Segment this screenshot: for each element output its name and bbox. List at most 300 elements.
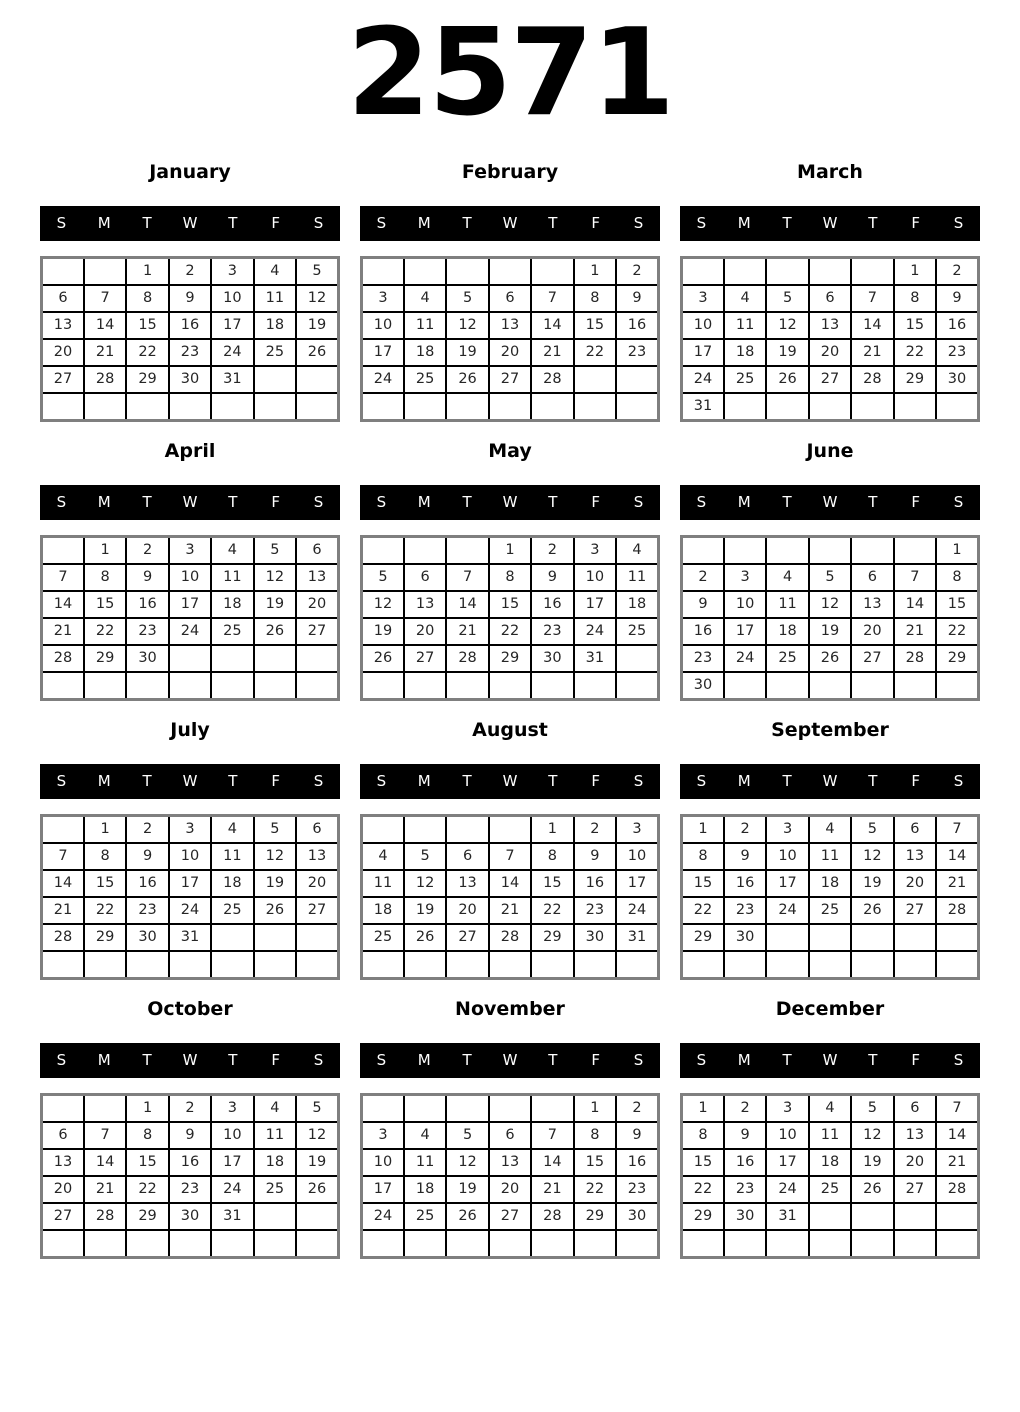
week-row [682, 536, 979, 564]
weekday-header-bar [680, 764, 980, 799]
week-row [682, 924, 979, 951]
day-cell: 14 [42, 870, 84, 897]
day-cell: 15 [126, 1149, 168, 1176]
empty-day-cell [936, 1203, 978, 1230]
weekday-label: S [633, 214, 644, 233]
month-title: November [455, 997, 565, 1020]
week-row [682, 1122, 979, 1149]
day-cell: 28 [84, 1203, 126, 1230]
day-cell: 21 [936, 1149, 978, 1176]
day-cell: 4 [404, 1122, 446, 1149]
empty-day-cell [531, 1094, 573, 1122]
week-row [682, 564, 979, 591]
day-cell: 10 [616, 843, 658, 870]
weekday-header-bar [680, 485, 980, 520]
day-cell: 17 [362, 339, 404, 366]
day-cell: 10 [766, 1122, 808, 1149]
day-cell: 22 [574, 1176, 616, 1203]
day-cell: 9 [531, 564, 573, 591]
month-day-grid [680, 1093, 980, 1259]
day-cell: 11 [211, 564, 253, 591]
empty-day-cell [489, 951, 531, 979]
empty-day-cell [894, 536, 936, 564]
empty-day-cell [362, 393, 404, 421]
day-cell: 22 [894, 339, 936, 366]
day-cell: 15 [574, 312, 616, 339]
week-row [362, 366, 659, 393]
weekday-label: T [462, 772, 472, 791]
empty-day-cell [894, 1203, 936, 1230]
day-cell: 22 [84, 897, 126, 924]
day-cell: 17 [211, 312, 253, 339]
weekday-label: T [142, 772, 152, 791]
day-cell: 11 [404, 1149, 446, 1176]
day-cell: 8 [574, 285, 616, 312]
week-row [362, 645, 659, 672]
empty-day-cell [766, 924, 808, 951]
empty-day-cell [296, 951, 338, 979]
day-cell: 20 [404, 618, 446, 645]
weekday-label: T [228, 772, 238, 791]
day-cell: 19 [254, 591, 296, 618]
empty-day-cell [42, 1094, 84, 1122]
empty-day-cell [446, 257, 488, 285]
day-cell: 15 [682, 1149, 724, 1176]
empty-day-cell [211, 393, 253, 421]
empty-day-cell [851, 257, 893, 285]
weekday-label: S [696, 1051, 707, 1070]
empty-day-cell [724, 672, 766, 700]
day-cell: 2 [616, 1094, 658, 1122]
day-cell: 21 [42, 897, 84, 924]
empty-day-cell [296, 1203, 338, 1230]
day-cell: 6 [446, 843, 488, 870]
weekday-label: W [822, 214, 838, 233]
day-cell: 1 [682, 1094, 724, 1122]
day-cell: 27 [894, 897, 936, 924]
empty-day-cell [211, 1230, 253, 1258]
day-cell: 2 [169, 1094, 211, 1122]
empty-day-cell [809, 951, 851, 979]
day-cell: 5 [254, 815, 296, 843]
day-cell: 16 [682, 618, 724, 645]
weekday-label: T [462, 214, 472, 233]
weekday-header-bar [360, 1043, 660, 1078]
weekday-label: T [142, 214, 152, 233]
weekday-header-bar [360, 764, 660, 799]
month-title: May [488, 439, 532, 462]
weekday-label: S [953, 214, 964, 233]
empty-day-cell [894, 393, 936, 421]
empty-day-cell [936, 393, 978, 421]
day-cell: 17 [211, 1149, 253, 1176]
day-cell: 12 [254, 564, 296, 591]
day-cell: 23 [724, 897, 766, 924]
empty-day-cell [296, 672, 338, 700]
day-cell: 9 [616, 285, 658, 312]
day-cell: 30 [531, 645, 573, 672]
month-title: June [806, 439, 854, 462]
day-cell: 21 [851, 339, 893, 366]
day-cell: 13 [296, 843, 338, 870]
weekday-label: M [417, 493, 431, 512]
day-cell: 7 [446, 564, 488, 591]
empty-day-cell [616, 951, 658, 979]
day-cell: 25 [724, 366, 766, 393]
week-row [42, 285, 339, 312]
empty-day-cell [682, 257, 724, 285]
day-cell: 25 [362, 924, 404, 951]
empty-day-cell [211, 672, 253, 700]
day-cell: 5 [446, 1122, 488, 1149]
weekday-label: M [737, 493, 751, 512]
week-row [42, 339, 339, 366]
day-cell: 27 [296, 897, 338, 924]
empty-day-cell [724, 536, 766, 564]
weekday-label: F [271, 1051, 281, 1070]
empty-day-cell [894, 924, 936, 951]
day-cell: 13 [42, 1149, 84, 1176]
day-cell: 12 [296, 285, 338, 312]
day-cell: 10 [362, 1149, 404, 1176]
day-cell: 28 [531, 1203, 573, 1230]
day-cell: 14 [531, 312, 573, 339]
day-cell: 27 [809, 366, 851, 393]
day-cell: 19 [851, 1149, 893, 1176]
day-cell: 8 [682, 1122, 724, 1149]
weekday-label: W [182, 214, 198, 233]
day-cell: 27 [42, 366, 84, 393]
day-cell: 23 [126, 897, 168, 924]
day-cell: 24 [724, 645, 766, 672]
month-day-grid [40, 814, 340, 980]
day-cell: 16 [616, 312, 658, 339]
weekday-label: T [868, 214, 878, 233]
day-cell: 16 [616, 1149, 658, 1176]
empty-day-cell [362, 951, 404, 979]
empty-day-cell [766, 536, 808, 564]
day-cell: 30 [682, 672, 724, 700]
day-cell: 15 [126, 312, 168, 339]
week-row [682, 672, 979, 700]
month-title: September [771, 718, 889, 741]
month-december [680, 997, 980, 1259]
day-cell: 26 [296, 339, 338, 366]
day-cell: 17 [362, 1176, 404, 1203]
empty-day-cell [42, 1230, 84, 1258]
empty-day-cell [809, 672, 851, 700]
day-cell: 10 [211, 1122, 253, 1149]
empty-day-cell [936, 924, 978, 951]
empty-day-cell [42, 951, 84, 979]
day-cell: 8 [126, 285, 168, 312]
day-cell: 23 [724, 1176, 766, 1203]
day-cell: 28 [84, 366, 126, 393]
day-cell: 24 [766, 897, 808, 924]
day-cell: 23 [616, 1176, 658, 1203]
day-cell: 9 [126, 564, 168, 591]
day-cell: 13 [489, 312, 531, 339]
day-cell: 30 [169, 1203, 211, 1230]
weekday-label: M [97, 772, 111, 791]
empty-day-cell [296, 366, 338, 393]
weekday-label: F [911, 493, 921, 512]
week-row [362, 285, 659, 312]
day-cell: 3 [574, 536, 616, 564]
weekday-header-bar [40, 206, 340, 241]
empty-day-cell [936, 951, 978, 979]
empty-day-cell [809, 393, 851, 421]
day-cell: 31 [574, 645, 616, 672]
day-cell: 17 [766, 870, 808, 897]
weekday-label: S [56, 493, 67, 512]
weekday-label: T [548, 493, 558, 512]
weekday-label: S [313, 493, 324, 512]
weekday-label: S [56, 1051, 67, 1070]
empty-day-cell [766, 1230, 808, 1258]
day-cell: 7 [936, 815, 978, 843]
day-cell: 22 [84, 618, 126, 645]
day-cell: 8 [489, 564, 531, 591]
empty-day-cell [489, 815, 531, 843]
month-november [360, 997, 660, 1259]
empty-day-cell [766, 951, 808, 979]
day-cell: 25 [809, 897, 851, 924]
day-cell: 11 [404, 312, 446, 339]
day-cell: 21 [531, 339, 573, 366]
day-cell: 2 [126, 815, 168, 843]
weekday-label: S [56, 214, 67, 233]
day-cell: 1 [531, 815, 573, 843]
day-cell: 12 [404, 870, 446, 897]
week-row [362, 536, 659, 564]
day-cell: 4 [254, 257, 296, 285]
day-cell: 25 [616, 618, 658, 645]
day-cell: 19 [446, 339, 488, 366]
week-row [682, 1176, 979, 1203]
empty-day-cell [851, 672, 893, 700]
year-title: 2571 [347, 4, 673, 143]
day-cell: 12 [766, 312, 808, 339]
month-title: December [775, 997, 885, 1020]
day-cell: 16 [531, 591, 573, 618]
day-cell: 28 [851, 366, 893, 393]
month-title: February [461, 160, 559, 183]
weekday-label: W [502, 214, 518, 233]
day-cell: 28 [42, 645, 84, 672]
day-cell: 10 [682, 312, 724, 339]
day-cell: 5 [254, 536, 296, 564]
week-row [42, 1094, 339, 1122]
day-cell: 13 [894, 843, 936, 870]
empty-day-cell [254, 672, 296, 700]
month-day-grid [680, 256, 980, 422]
empty-day-cell [446, 672, 488, 700]
empty-day-cell [616, 672, 658, 700]
day-cell: 28 [894, 645, 936, 672]
week-row [42, 951, 339, 979]
day-cell: 13 [446, 870, 488, 897]
day-cell: 6 [42, 1122, 84, 1149]
day-cell: 19 [362, 618, 404, 645]
day-cell: 18 [254, 1149, 296, 1176]
day-cell: 9 [936, 285, 978, 312]
day-cell: 3 [211, 1094, 253, 1122]
day-cell: 8 [574, 1122, 616, 1149]
day-cell: 11 [616, 564, 658, 591]
empty-day-cell [296, 924, 338, 951]
day-cell: 30 [724, 1203, 766, 1230]
empty-day-cell [404, 257, 446, 285]
day-cell: 22 [126, 1176, 168, 1203]
day-cell: 15 [682, 870, 724, 897]
day-cell: 5 [766, 285, 808, 312]
weekday-label: T [868, 1051, 878, 1070]
day-cell: 14 [446, 591, 488, 618]
day-cell: 16 [126, 870, 168, 897]
empty-day-cell [851, 1230, 893, 1258]
weekday-label: M [737, 772, 751, 791]
day-cell: 27 [404, 645, 446, 672]
day-cell: 18 [254, 312, 296, 339]
weekday-label: S [313, 214, 324, 233]
empty-day-cell [254, 1203, 296, 1230]
week-row [682, 645, 979, 672]
day-cell: 27 [489, 1203, 531, 1230]
day-cell: 22 [936, 618, 978, 645]
week-row [362, 870, 659, 897]
week-row [362, 924, 659, 951]
day-cell: 24 [169, 897, 211, 924]
empty-day-cell [894, 1230, 936, 1258]
empty-day-cell [489, 1230, 531, 1258]
empty-day-cell [169, 393, 211, 421]
day-cell: 10 [169, 843, 211, 870]
day-cell: 22 [682, 897, 724, 924]
week-row [682, 285, 979, 312]
month-october [40, 997, 340, 1259]
weekday-label: S [633, 772, 644, 791]
day-cell: 21 [531, 1176, 573, 1203]
week-row [362, 1149, 659, 1176]
day-cell: 20 [296, 870, 338, 897]
weekday-label: T [462, 493, 472, 512]
day-cell: 8 [682, 843, 724, 870]
day-cell: 12 [362, 591, 404, 618]
day-cell: 15 [531, 870, 573, 897]
empty-day-cell [169, 645, 211, 672]
day-cell: 14 [531, 1149, 573, 1176]
day-cell: 22 [531, 897, 573, 924]
empty-day-cell [489, 257, 531, 285]
week-row [42, 1203, 339, 1230]
day-cell: 1 [126, 257, 168, 285]
day-cell: 7 [894, 564, 936, 591]
day-cell: 24 [766, 1176, 808, 1203]
empty-day-cell [574, 366, 616, 393]
day-cell: 1 [126, 1094, 168, 1122]
day-cell: 6 [489, 1122, 531, 1149]
day-cell: 10 [574, 564, 616, 591]
day-cell: 28 [489, 924, 531, 951]
day-cell: 7 [489, 843, 531, 870]
day-cell: 20 [42, 339, 84, 366]
weekday-label: F [911, 772, 921, 791]
day-cell: 26 [296, 1176, 338, 1203]
day-cell: 9 [682, 591, 724, 618]
day-cell: 30 [616, 1203, 658, 1230]
empty-day-cell [404, 815, 446, 843]
week-row [682, 1149, 979, 1176]
day-cell: 31 [211, 366, 253, 393]
day-cell: 2 [169, 257, 211, 285]
day-cell: 24 [616, 897, 658, 924]
day-cell: 8 [126, 1122, 168, 1149]
day-cell: 3 [211, 257, 253, 285]
day-cell: 11 [766, 591, 808, 618]
week-row [682, 870, 979, 897]
empty-day-cell [84, 1094, 126, 1122]
month-title: April [164, 439, 216, 462]
day-cell: 18 [404, 1176, 446, 1203]
day-cell: 19 [296, 312, 338, 339]
empty-day-cell [211, 645, 253, 672]
week-row [682, 951, 979, 979]
day-cell: 11 [362, 870, 404, 897]
day-cell: 11 [254, 1122, 296, 1149]
weekday-label: T [142, 1051, 152, 1070]
weekday-label: S [953, 1051, 964, 1070]
day-cell: 3 [724, 564, 766, 591]
empty-day-cell [254, 393, 296, 421]
day-cell: 2 [724, 815, 766, 843]
empty-day-cell [404, 393, 446, 421]
week-row [362, 312, 659, 339]
empty-day-cell [489, 1094, 531, 1122]
day-cell: 15 [84, 591, 126, 618]
day-cell: 29 [531, 924, 573, 951]
weekday-label: T [782, 772, 792, 791]
month-day-grid [360, 535, 660, 701]
day-cell: 8 [531, 843, 573, 870]
day-cell: 1 [574, 257, 616, 285]
week-row [42, 257, 339, 285]
day-cell: 1 [489, 536, 531, 564]
day-cell: 25 [254, 1176, 296, 1203]
day-cell: 24 [682, 366, 724, 393]
day-cell: 15 [894, 312, 936, 339]
empty-day-cell [211, 924, 253, 951]
weekday-label: W [502, 772, 518, 791]
empty-day-cell [362, 1094, 404, 1122]
day-cell: 27 [446, 924, 488, 951]
weekday-header-bar [40, 485, 340, 520]
day-cell: 3 [682, 285, 724, 312]
empty-day-cell [616, 366, 658, 393]
day-cell: 29 [682, 1203, 724, 1230]
weekday-header-bar [360, 485, 660, 520]
day-cell: 24 [169, 618, 211, 645]
empty-day-cell [724, 257, 766, 285]
weekday-header-bar [680, 1043, 980, 1078]
day-cell: 30 [169, 366, 211, 393]
day-cell: 22 [574, 339, 616, 366]
day-cell: 7 [531, 1122, 573, 1149]
day-cell: 10 [724, 591, 766, 618]
empty-day-cell [724, 951, 766, 979]
empty-day-cell [404, 951, 446, 979]
day-cell: 26 [254, 897, 296, 924]
